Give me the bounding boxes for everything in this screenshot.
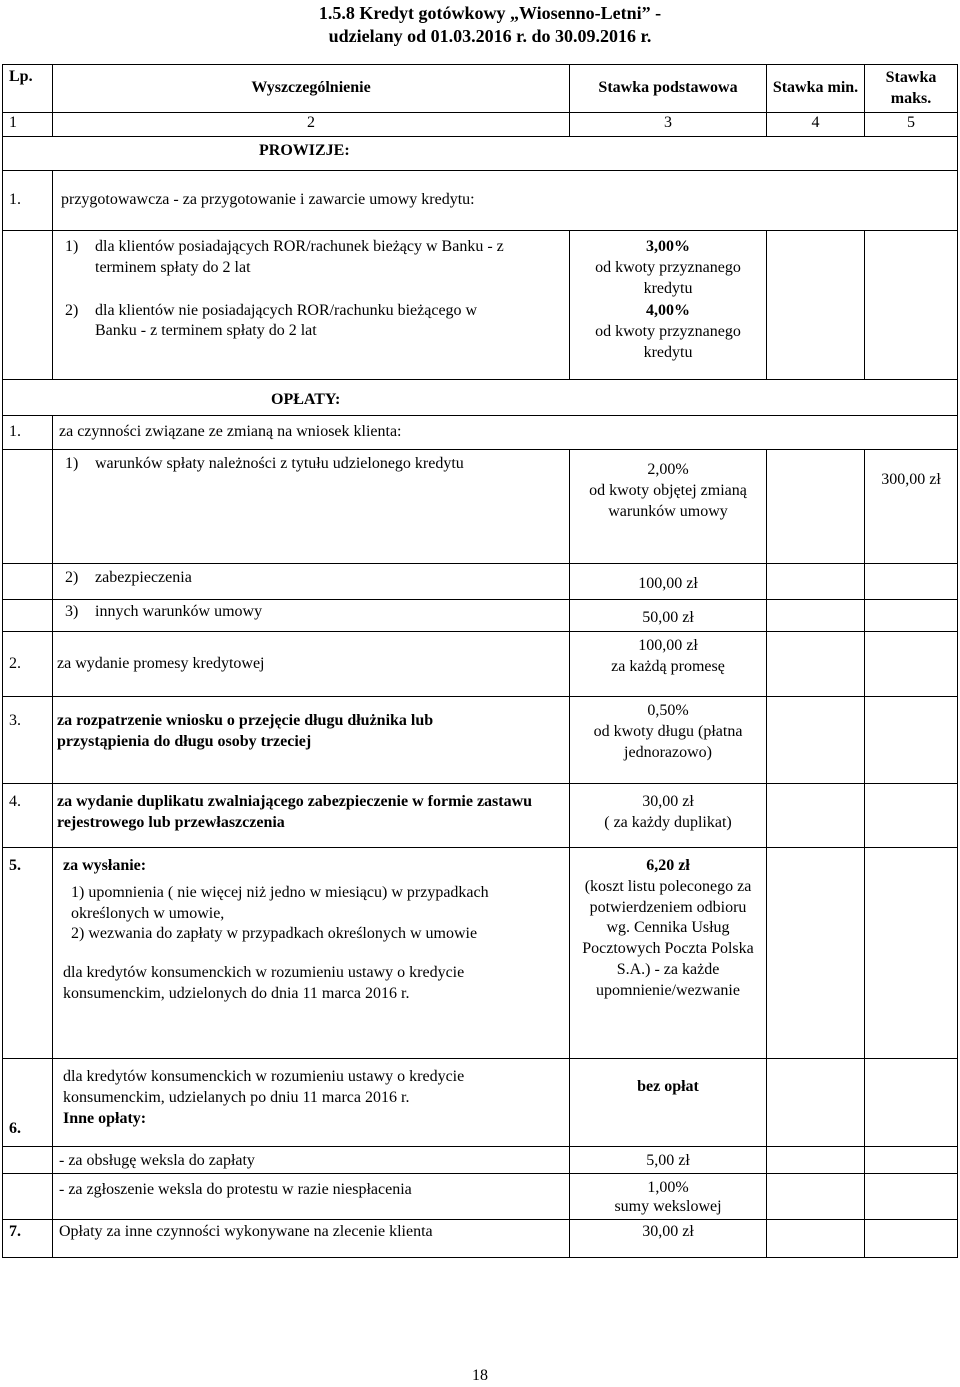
column-number-row <box>3 113 958 137</box>
fee-6-sub-2-rate-desc: sumy wekslowej <box>614 1198 722 1216</box>
fee-5-rate-desc: (koszt listu poleconego za potwierdzeniem odbioru wg. Cennika Usług Pocztowych Poczta Polska S.A.) - za każde upomnienie/wezwanie <box>582 877 754 999</box>
commission-1-rate-2-desc: od kwoty przyznanego kredytu <box>595 323 741 361</box>
fee-1-sub-2-row <box>3 564 958 600</box>
commission-1-label: przygotowawcza - za przygotowanie i zawarcie umowy kredytu: <box>53 171 958 231</box>
column-number-3: 3 <box>570 113 767 137</box>
commission-1-rates <box>570 231 767 380</box>
fee-2-number: 2. <box>3 632 53 697</box>
fee-1-number: 1. <box>3 416 53 450</box>
fee-1-sub-3-row <box>3 600 958 632</box>
commission-1-rate-1-desc: od kwoty przyznanego kredytu <box>595 258 741 297</box>
commission-1-row <box>3 171 958 231</box>
section-fees: OPŁATY: <box>3 380 958 416</box>
fee-7-label: Opłaty za inne czynności wykonywane na zlecenie klienta <box>53 1220 570 1258</box>
fee-5-rate-after: bez opłat <box>570 1059 767 1147</box>
document-title <box>0 2 960 48</box>
commission-1-rate-1: 3,00% <box>646 238 690 255</box>
header-max-rate: Stawka maks. <box>865 65 958 113</box>
section-commissions: PROWIZJE: <box>3 137 958 171</box>
fee-1-sub-1-rate-cell <box>570 450 767 564</box>
fee-6-sub-1-row <box>3 1147 958 1174</box>
fee-5-after-row <box>3 1059 958 1147</box>
commission-section-row <box>3 137 958 171</box>
fee-7-row <box>3 1220 958 1258</box>
fee-4-label: za wydanie duplikatu zwalniającego zabezpieczenie w formie zastawu rejestrowego lub przewłaszczenia <box>53 784 570 848</box>
commission-1-rate-2: 4,00% <box>646 302 690 320</box>
fee-5-label: za wysłanie: <box>63 857 147 874</box>
fee-table <box>2 64 958 1258</box>
fee-6-sub-2-rate-cell <box>570 1174 767 1220</box>
fee-6-sub-1: - za obsługę weksla do zapłaty <box>53 1147 570 1174</box>
fee-2-rate: 100,00 zł <box>638 637 698 654</box>
fee-1-sub-1-rate: 2,00% <box>647 461 689 478</box>
column-number-2: 2 <box>53 113 570 137</box>
fee-6-sub-2-rate: 1,00% <box>647 1179 689 1196</box>
fee-1-sub-3: 3) innych warunków umowy <box>53 600 570 632</box>
fee-2-rate-desc: za każdą promesę <box>611 657 725 675</box>
fee-5-note-before: dla kredytów konsumenckich w rozumieniu ustawy o kredycie konsumenckim, udzielonych do dnia 11 marca 2016 r. <box>63 964 465 1002</box>
fee-1-sub-1-row <box>3 450 958 564</box>
header-base-rate: Stawka podstawowa <box>570 65 767 113</box>
fee-6-number: 6. <box>3 1059 53 1147</box>
fee-2-label: za wydanie promesy kredytowej <box>53 632 570 697</box>
column-number-1: 1 <box>3 113 53 137</box>
header-lp: Lp. <box>3 65 53 113</box>
fee-5-sub-2: 2) wezwania do zapłaty w przypadkach określonych w umowie <box>71 925 478 943</box>
fee-5-rate-cell <box>570 848 767 1059</box>
page-number: 18 <box>472 1367 488 1384</box>
fee-1-sub-2-rate: 100,00 zł <box>570 564 767 600</box>
fee-1-sub-1-max: 300,00 zł <box>865 450 958 564</box>
fee-7-number: 7. <box>3 1220 53 1258</box>
fee-1-sub-1: 1) warunków spłaty należności z tytułu udzielonego kredytu <box>53 450 570 564</box>
fee-5-note-after: dla kredytów konsumenckich w rozumieniu ustawy o kredycie konsumenckim, udzielanych po dniu 11 marca 2016 r. <box>63 1068 465 1106</box>
header-min-rate: Stawka min. <box>767 65 865 113</box>
commission-1-sub-items <box>53 231 570 380</box>
fee-6-label: Inne opłaty: <box>63 1109 147 1127</box>
fee-1-label: za czynności związane ze zmianą na wniosek klienta: <box>53 416 958 450</box>
commission-1-sub-row <box>3 231 958 380</box>
fee-3-number: 3. <box>3 697 53 784</box>
column-number-5: 5 <box>865 113 958 137</box>
fee-5-after-content <box>53 1059 570 1147</box>
commission-1-number: 1. <box>3 171 53 231</box>
fee-3-rate: 0,50% <box>647 702 689 719</box>
header-description: Wyszczególnienie <box>53 65 570 113</box>
fee-7-rate: 30,00 zł <box>570 1220 767 1258</box>
fee-3-row <box>3 697 958 784</box>
header-row <box>3 65 958 113</box>
fee-6-sub-1-rate: 5,00 zł <box>570 1147 767 1174</box>
commission-1-sub-2: 2) dla klientów nie posiadających ROR/rachunku bieżącego w Banku - z terminem spłaty do 2 lat <box>65 301 478 340</box>
fee-3-label: za rozpatrzenie wniosku o przejęcie długu dłużnika lub przystąpienia do długu osoby trzeciej <box>53 697 570 784</box>
fee-5-sub-1: 1) upomnienia ( nie więcej niż jedno w miesiącu) w przypadkach określonych w umowie, <box>71 883 489 922</box>
fee-1-row <box>3 416 958 450</box>
fee-2-row <box>3 632 958 697</box>
fee-1-sub-3-rate: 50,00 zł <box>570 600 767 632</box>
fee-1-sub-2: 2) zabezpieczenia <box>53 564 570 600</box>
fee-2-rate-cell <box>570 632 767 697</box>
fee-5-row <box>3 848 958 1059</box>
title-line-1: 1.5.8 Kredyt gotówkowy „Wiosenno-Letni” - <box>318 3 662 23</box>
fee-4-rate-cell <box>570 784 767 848</box>
fee-5-number: 5. <box>3 848 53 1059</box>
fee-6-sub-2-row <box>3 1174 958 1220</box>
fee-6-sub-2: - za zgłoszenie weksla do protestu w razie niespłacenia <box>53 1174 570 1220</box>
fee-4-row <box>3 784 958 848</box>
column-number-4: 4 <box>767 113 865 137</box>
fee-5-rate: 6,20 zł <box>646 857 690 874</box>
commission-1-sub-1: 1) dla klientów posiadających ROR/rachunek bieżący w Banku - z terminem spłaty do 2 lat <box>65 238 504 276</box>
fees-section-row <box>3 380 958 416</box>
fee-4-rate: 30,00 zł <box>642 793 694 810</box>
fee-4-number: 4. <box>3 784 53 848</box>
fee-3-rate-desc: od kwoty długu (płatna jednorazowo) <box>593 722 743 761</box>
fee-3-rate-cell <box>570 697 767 784</box>
fee-4-rate-desc: ( za każdy duplikat) <box>604 813 732 831</box>
fee-5-content <box>53 848 570 1059</box>
title-line-2: udzielany od 01.03.2016 r. do 30.09.2016 r. <box>328 26 652 46</box>
fee-1-sub-1-rate-desc: od kwoty objętej zmianą warunków umowy <box>589 481 747 520</box>
